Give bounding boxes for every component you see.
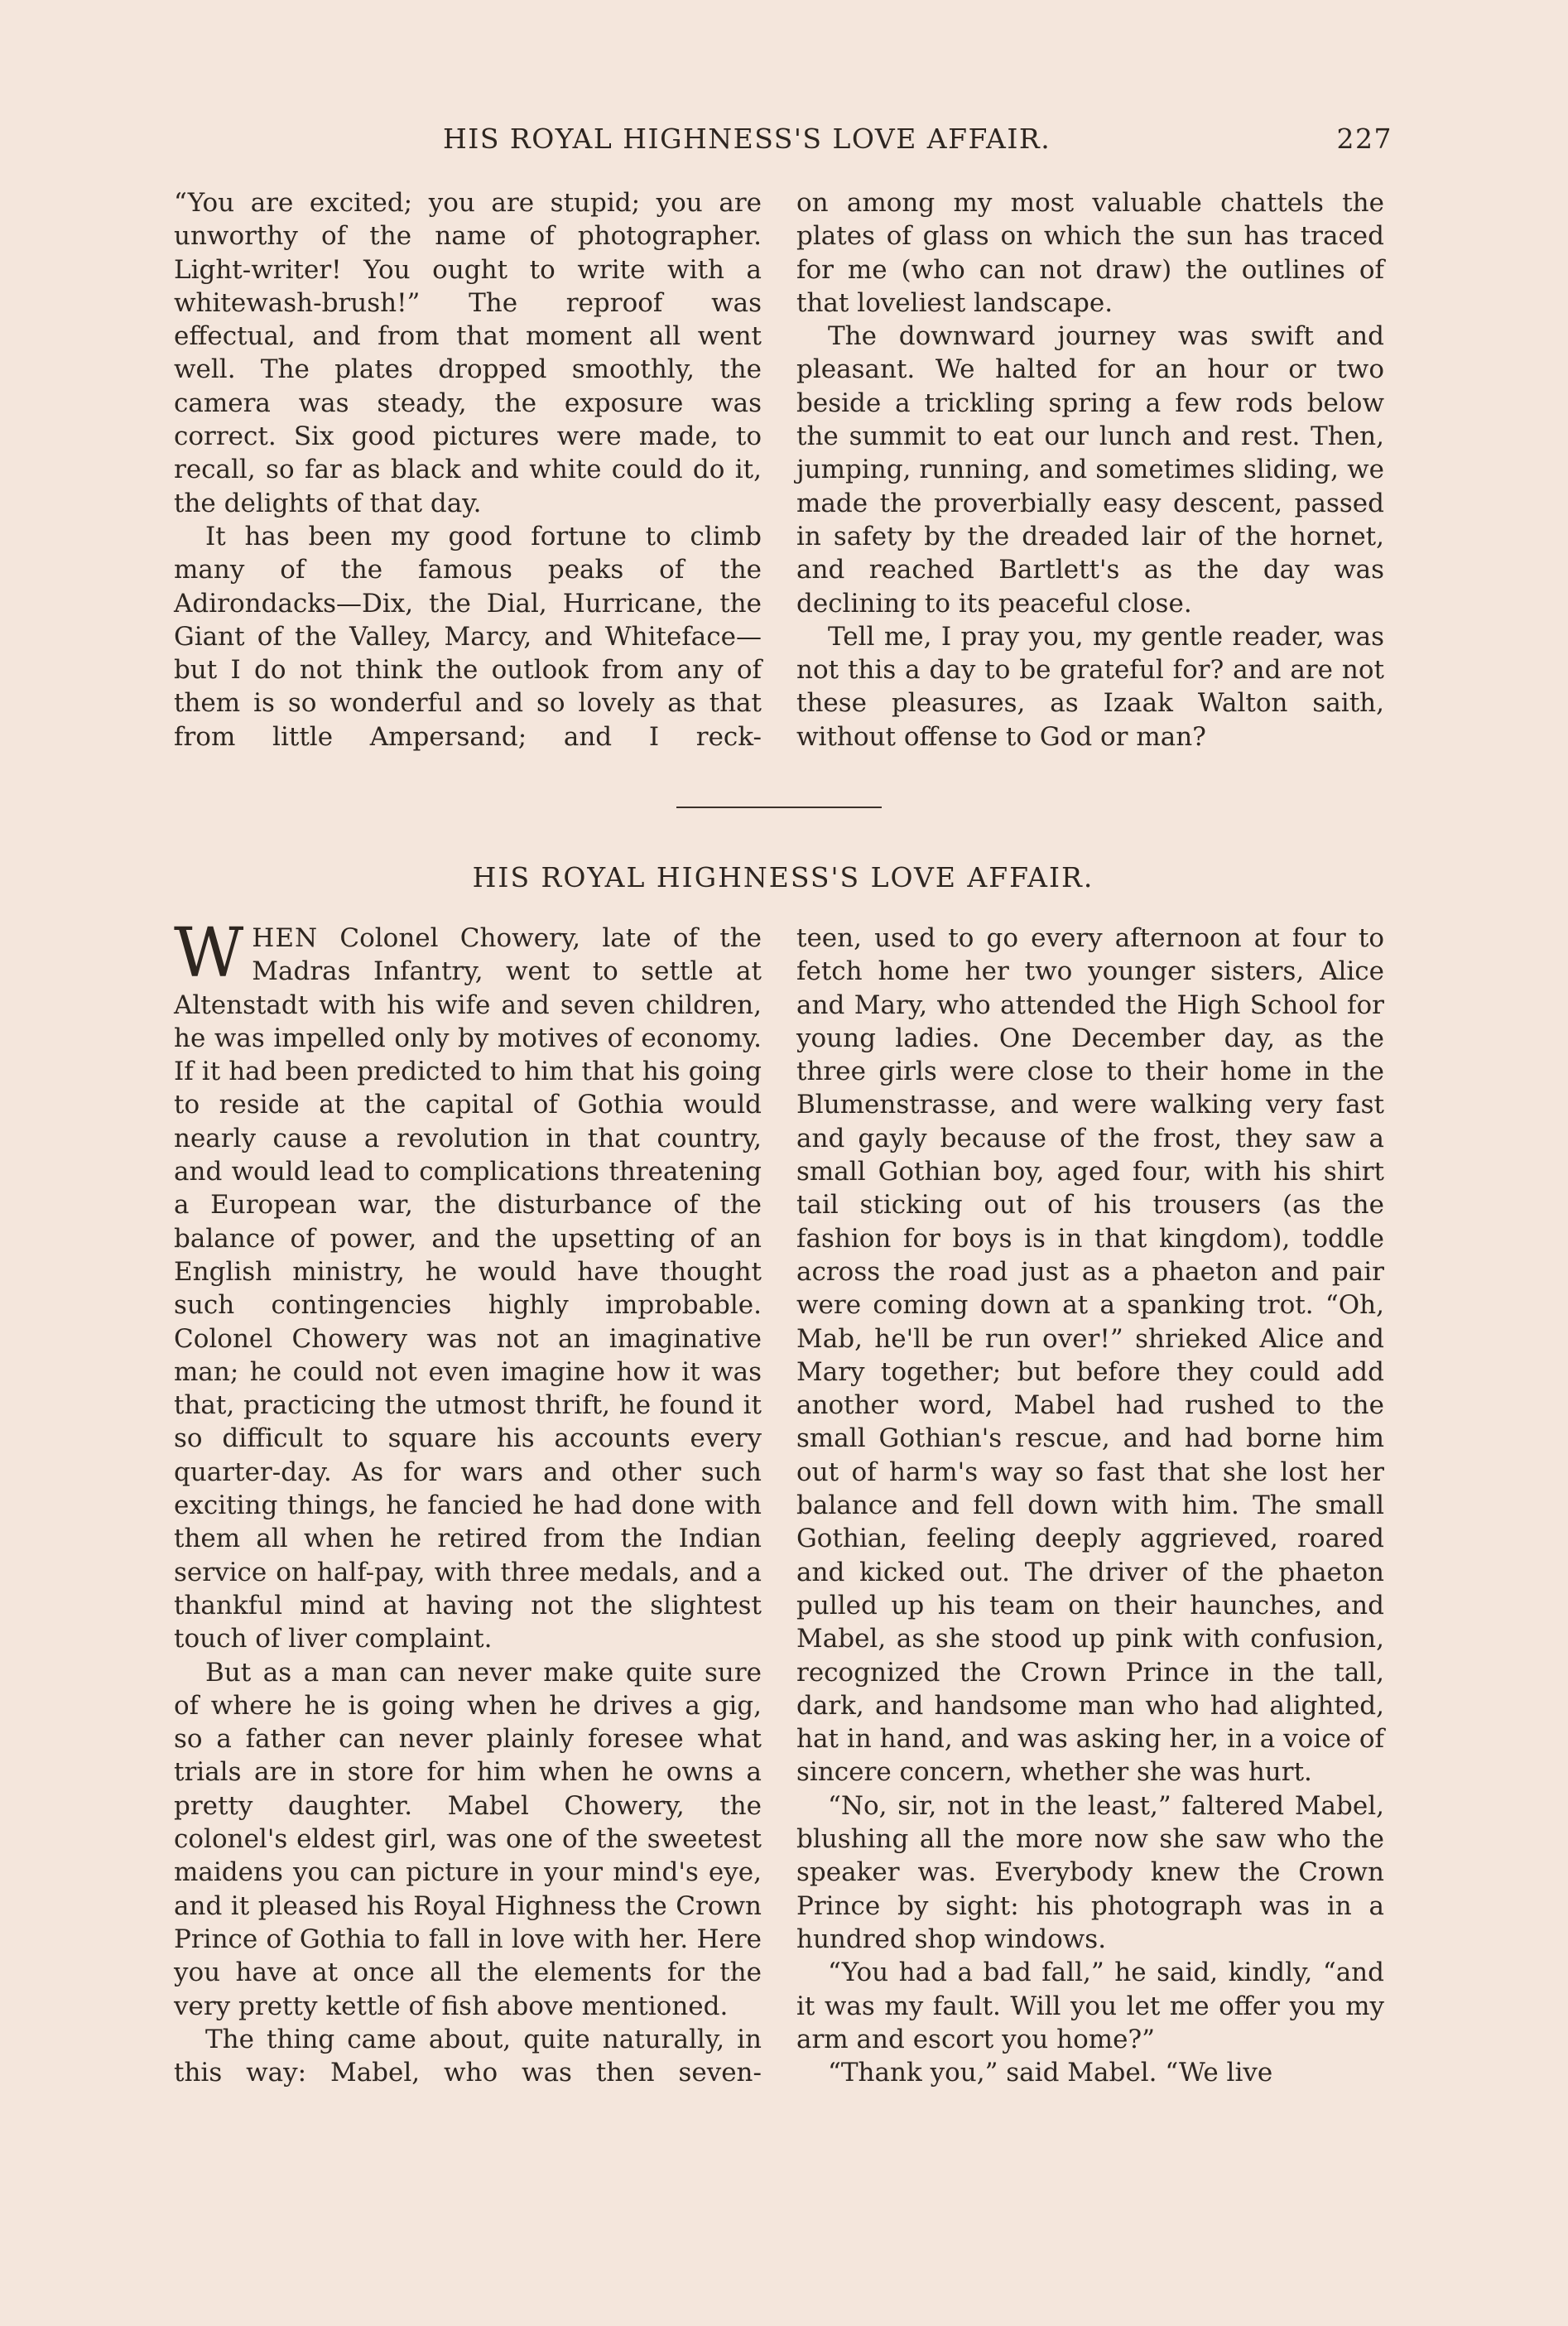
opening-paragraph (174, 914, 762, 1656)
opening-smallcaps: HEN (252, 923, 319, 953)
paragraph: “You had a bad fall,” he said, kindly, “and it was my fault. Will you let me offer you my arm and escort you home?” (796, 1958, 1384, 2054)
article-right-column (796, 922, 1384, 2089)
opening-text: Colonel Chowery, late of the Madras Infantry, went to settle at Altenstadt with his wife and seven children, he was impelled only by motives of economy. If it had been predicted to him that his going to reside at the capital of Gothia would nearly cause a revolution in that country, and would lead to complications threatening a European war, the disturbance of the balance of power, and the upsetting of an English ministry, he would have thought such contingencies highly improbable. Colonel Chowery was not an imaginative man; he could not even imagine how it was that, practicing the utmost thrift, he found it so difficult to square his accounts every quarter-day. As for wars and other such exciting things, he fancied he had done with them all when he retired from the Indian service on half-pay, with three medals, and a thankful mind at having not the slightest touch of liver complaint. (174, 923, 762, 1654)
paragraph: teen, used to go every afternoon at four to fetch home her two younger sisters, Alice and Mary, who attended the High School for young ladies. One December day, as the three girls were close to their home in the Blumenstrasse, and were walking very fast and gayly because of the frost, they saw a small Gothian boy, aged four, with his shirt tail sticking out of his trousers (as the fashion for boys is in that kingdom), toddle across the road just as a phaeton and pair were coming down at a spanking trot. “Oh, Mab, he'll be run over!” shrieked Alice and Mary together; but before they could add another word, Mabel had rushed to the small Gothian's rescue, and had borne him out of harm's way so fast that she lost her balance and fell down with him. The small Gothian, feeling deeply aggrieved, roared and kicked out. The driver of the phaeton pulled up his team on their haunches, and Mabel, as she stood up pink with confusion, recognized the Crown Prince in the tall, dark, and handsome man who had alighted, hat in hand, and was asking her, in a voice of sincere concern, whether she was hurt. (796, 923, 1384, 1788)
paragraph: It has been my good fortune to climb many of the famous peaks of the Adirondacks—Dix, the Dial, Hurricane, the Giant of the Valley, Marcy, and Whiteface—but I do not think the outlook from any of them is so wonderful and so lovely as that from little Ampersand; and I reck- (174, 521, 762, 752)
paragraph: Tell me, I pray you, my gentle reader, was not this a day to be grateful for? and are not these pleasures, as Izaak Walton saith, without offense to God or man? (796, 621, 1384, 752)
page-number: 227 (1336, 123, 1392, 155)
previous-article-right-column (796, 186, 1384, 754)
article-left-column (174, 914, 762, 2089)
paragraph: But as a man can never make quite sure of where he is going when he drives a gig, so a father can never plainly foresee what trials are in store for him when he owns a pretty daughter. Mabel Chowery, the colonel's eldest girl, was one of the sweetest maidens you can picture in your mind's eye, and it pleased his Royal Highness the Crown Prince of Gothia to fall in love with her. Here you have at once all the elements for the very pretty kettle of fish above mentioned. (174, 1657, 762, 2021)
paragraph: “You are excited; you are stupid; you are unworthy of the name of photographer. Light-writer! You ought to write with a whitewash-brush!” The reproof was effectual, and from that moment all went well. The plates dropped smoothly, the camera was steady, the exposure was correct. Six good pictures were made, to recall, so far as black and white could do it, the delights of that day. (174, 188, 762, 518)
drop-cap: W (174, 914, 244, 993)
paragraph: “Thank you,” said Mabel. “We live (828, 2058, 1273, 2088)
running-head (174, 123, 1392, 164)
paragraph: The thing came about, quite naturally, in this way: Mabel, who was then seven- (174, 2024, 762, 2088)
article-title: HIS ROYAL HIGHNESS'S LOVE AFFAIR. (472, 861, 1094, 893)
running-title: HIS ROYAL HIGHNESS'S LOVE AFFAIR. (443, 123, 1051, 155)
section-divider (676, 807, 882, 808)
paragraph: on among my most valuable chattels the plates of glass on which the sun has traced for me (who can not draw) the outlines of that loveliest landscape. (796, 188, 1384, 318)
previous-article-left-column (174, 186, 762, 754)
paragraph: The downward journey was swift and pleasant. We halted for an hour or two beside a trickling spring a few rods below the summit to eat our lunch and rest. Then, jumping, running, and sometimes sliding, we made the proverbially easy descent, passed in safety by the dreaded lair of the hornet, and reached Bartlett's as the day was declining to its peaceful close. (796, 321, 1384, 619)
paragraph: “No, sir, not in the least,” faltered Mabel, blushing all the more now she saw who the speaker was. Everybody knew the Crown Prince by sight: his photograph was in a hundred shop windows. (796, 1790, 1384, 1954)
